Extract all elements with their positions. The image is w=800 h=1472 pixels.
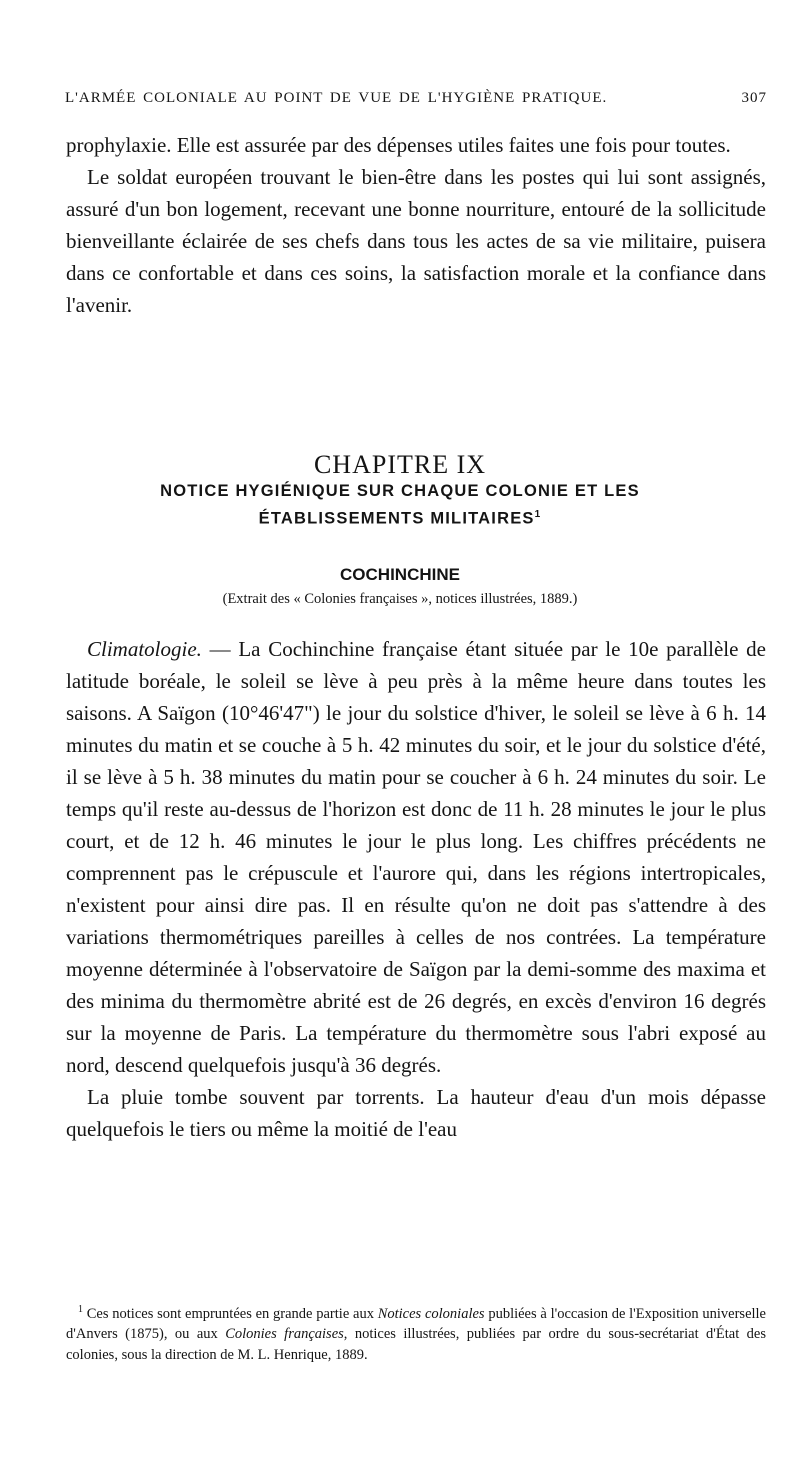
intro-paragraph: Le soldat européen trouvant le bien-être dans les postes qui lui sont assignés, assuré d'un bon logement, recevant une bonne nourriture, entouré de la sollicitude bienveillante éclairée de ses chefs dans tous les actes de sa vie militaire, puisera dans ce confortable et dans ces soins, la satisfaction morale et la confiance dans l'avenir.: [66, 165, 766, 317]
footnote-segment: Ces notices sont empruntées en grande partie aux: [83, 1305, 378, 1322]
footnote: [66, 1300, 766, 1365]
paragraph-lead: Climatologie.: [87, 637, 202, 661]
intro-paragraph: prophylaxie. Elle est assurée par des dépenses utiles faites une fois pour toutes.: [66, 133, 731, 157]
section-title: COCHINCHINE: [340, 565, 460, 584]
footnote-italic: Colonies françaises: [225, 1326, 344, 1343]
chapter-title-line: [0, 509, 800, 529]
footnote-mark: 1: [78, 1304, 83, 1315]
chapter-number: CHAPITRE IX: [313, 450, 487, 479]
running-head: [65, 90, 767, 107]
intro-text-block: [66, 129, 766, 321]
running-title: L'ARMÉE COLONIALE AU POINT DE VUE DE L'HYGIÈNE PRATIQUE.: [65, 90, 608, 106]
footnote-segment: publiées à l'occasion de l'Exposition universelle d'Anvers (1875), ou aux: [66, 1305, 766, 1343]
source-note: (Extrait des « Colonies françaises », notices illustrées, 1889.): [222, 591, 578, 607]
climate-paragraph: [66, 633, 766, 1081]
footnote-reference: 1: [534, 509, 542, 520]
footnote-text: [66, 1300, 766, 1365]
page-number: 307: [741, 90, 767, 106]
climate-paragraph: La pluie tombe souvent par torrents. La hauteur d'eau d'un mois dépasse quelquefois le tiers ou même la moitié de l'eau: [66, 1085, 766, 1141]
climate-text-block: [66, 633, 766, 1145]
chapter-title-text: ÉTABLISSEMENTS MILITAIRES: [258, 509, 535, 528]
chapter-title-line: NOTICE HYGIÉNIQUE SUR CHAQUE COLONIE ET LES: [160, 482, 640, 500]
footnote-segment: , notices illustrées, publiées par ordre du sous-secrétariat d'État des colonies, sous la direction de M. L. Henrique, 1889.: [66, 1326, 766, 1363]
footnote-italic: Notices coloniales: [377, 1305, 485, 1322]
paragraph-body: — La Cochinchine française étant située par le 10e parallèle de latitude boréale, le soleil se lève à peu près à la même heure dans toutes les saisons. A Saïgon (10°46'47") le jour du solstice d'hiver, le soleil se lève à 6 h. 14 minutes du matin et se couche à 5 h. 42 minutes du soir, et le jour du solstice d'été, il se lève à 5 h. 38 minutes du matin pour se coucher à 6 h. 24 minutes du soir. Le temps qu'il reste au-dessus de l'horizon est donc de 11 h. 28 minutes le jour le plus court, et de 12 h. 46 minutes le jour le plus long. Les chiffres précédents ne comprennent pas le crépuscule et l'aurore qui, dans les régions intertropicales, n'existent pour ainsi dire pas. Il en résulte qu'on ne doit pas s'attendre à des variations thermométriques pareilles à celles de nos contrées. La température moyenne déterminée à l'observatoire de Saïgon par la demi-somme des maxima et des minima du thermomètre abrité est de 26 degrés, en excès d'environ 16 degrés sur la moyenne de Paris. La température du thermomètre sous l'abri exposé au nord, descend quelquefois jusqu'à 36 degrés.: [66, 637, 766, 1077]
